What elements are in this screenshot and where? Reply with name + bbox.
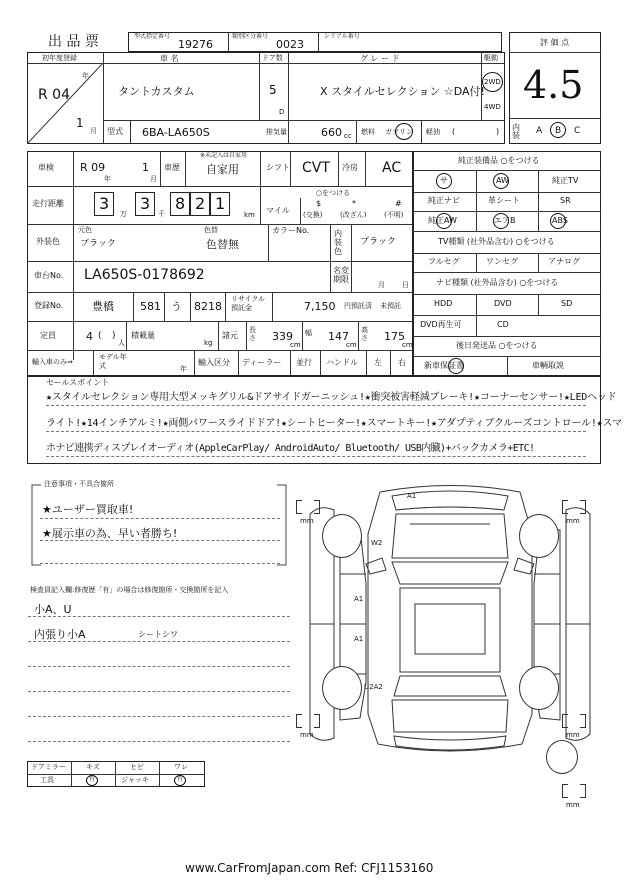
first-registration-month: 1 [76,116,84,130]
sales-point-label: セールスポイント [46,378,110,387]
sales-point-line: ★スタイルセレクション専用大型メッキグリル&ドアサイドガーニッシュ!★衝突被害軽減ブレーキ!★コーナーセンサー!★LEDヘッド [46,392,617,403]
capacity-label: 定員 [40,331,56,340]
tread-bracket [296,714,302,728]
legend-has-mark: 有 [89,776,96,783]
tv-type-header: TV種類 (社外品含む) ○をつける [438,237,555,246]
color-number-label: カラーNo. [272,226,310,235]
capacity-paren-open: ( [98,331,102,341]
legend-jack: ジャッキ [121,776,149,784]
inspector-note: 内張り小A [34,628,86,641]
registration-number: 8218 [194,300,222,313]
tread-bracket [562,714,568,728]
model-code-label: 型式指定番号 [134,33,171,40]
legend-dent: ワレ [174,763,188,771]
legend-crack: ヒビ [130,763,144,771]
score-label: 評 価 点 [540,38,570,47]
car-name: タントカスタム [118,85,195,98]
tread-mm-label: mm [300,731,314,739]
equip-selected-mark [436,173,452,189]
mile-label: マイル [266,206,290,215]
damage-code-front-bumper: A1 [407,492,417,500]
cm-unit: cm [290,341,301,349]
usage-note: ※未記入は自家用 [200,152,248,159]
tv-oneseg: ワンセグ [486,257,518,266]
fuel-selected-mark [395,123,413,140]
equip-std-aw: 純正AW [428,216,457,225]
kg-unit: kg [204,339,213,347]
registration-class: 581 [140,300,161,313]
category-number: 0023 [276,38,304,51]
tread-bracket [580,714,586,728]
unknown-label: (不明) [384,211,404,219]
equip-sunroof: サ [440,176,448,185]
inspector-note: シートシワ [138,630,178,639]
sales-point-line: ホナビ連携ディスプレイオーディオ(AppleCarPlay/ AndroidAuto/ Bluetooth/ USB内臓)+バックカメラ+ETC! [46,443,535,454]
damage-code-windshield: W2 [371,539,383,547]
drive-selected-mark [482,72,503,92]
navi-dvd: DVD [494,299,512,308]
registration-place: 豊橋 [92,300,114,313]
docs-selected-mark [448,358,464,374]
original-color: ブラック [80,239,116,249]
exterior-color-label: 外装色 [36,237,60,246]
model-type: 6BA-LA650S [142,126,210,139]
navi-hdd: HDD [434,299,453,308]
import-type-label: 輸入区分 [198,358,230,367]
navi-dvd-playable: DVD再生可 [420,320,462,329]
shaken-year-unit: 年 [104,175,111,183]
height-label: 高さ [361,326,368,342]
interior-color-label: 内装色 [334,229,342,256]
std-equipment-header: 純正装備品 ○をつける [458,156,540,165]
width-label: 幅 [305,329,312,337]
person-unit: 人 [118,339,125,347]
damage-code-left-rear-quarter: U2A2 [364,683,383,691]
registration-kana: う [171,300,182,313]
fuel-gasoline: ガソリン [385,128,413,136]
new-car-warranty: 新車保証書 [424,361,464,370]
cc-unit: cc [344,132,352,140]
interior-grade-b: B [555,126,562,136]
usage: 自家用 [206,163,239,176]
shaken-label: 車検 [38,163,54,172]
tyre-spare [546,740,578,774]
capacity: 4 [86,330,93,343]
evaluation-score: 4.5 [523,63,584,107]
recycle-label: リサイクル預託金 [231,295,266,312]
mileage-note: ○をつける [316,189,351,197]
equip-selected-mark [436,213,452,229]
tread-bracket [314,500,320,514]
load-label: 積載量 [131,331,155,340]
cm-unit: cm [346,341,357,349]
serial-label: シリアル番号 [324,33,360,40]
tyre-rear-left [322,666,362,710]
damage-code-left-rear-door: A1 [354,635,364,643]
fuel-label: 燃料 [361,128,375,136]
parallel-label: 並行 [296,358,312,367]
recycle-fee: 7,150 [304,300,336,313]
tread-bracket [296,500,302,514]
tyre-front-left [322,514,362,558]
tread-bracket [562,500,568,514]
first-registration-divider [27,63,103,144]
exchange-symbol: $ [316,199,322,208]
month-unit: 月 [90,127,97,135]
shift: CVT [302,160,330,176]
handle-label: ハンドル [326,358,358,367]
tv-fullseg: フルセグ [428,257,460,266]
shift-label: シフト [266,163,290,172]
interior-color: ブラック [360,237,396,247]
category-label: 類別区分番号 [232,33,269,40]
drive-2wd: 2WD [484,78,501,86]
mileage-digit: 1 [215,194,226,213]
legend-has-circle [174,775,186,786]
equip-selected-mark [493,213,509,229]
docs-header: 後日発送品 ○をつける [456,341,538,350]
shaken-month-unit: 月 [150,175,157,183]
chassis-number: LA650S-0178692 [84,267,205,283]
capacity-paren-close: ) [112,331,116,341]
drive-label: 駆動 [484,54,498,62]
shaken-year: R 09 [80,161,106,174]
tyre-front-right [519,514,559,558]
doors-label: ドア数 [262,54,283,62]
recycle-not-deposited: 未預託 [380,302,401,310]
year-unit: 年 [82,72,89,80]
tread-mm-label: mm [566,517,580,525]
equip-abs: ABS [552,216,568,225]
length-label: 長さ [249,326,256,342]
interior-grade-c: C [574,126,581,136]
km-unit: km [244,211,255,219]
equip-selected-mark [550,213,566,229]
day-unit: 日 [402,281,409,289]
tyre-rear-right [519,666,559,710]
notes-label: 注意事項・不具合箇所 [44,480,114,488]
interior-grade-a: A [536,126,543,136]
displacement: 660 [321,126,342,139]
inspector-label: 検査員記入欄:修復歴「有」の場合は修復箇所・交換箇所を記入 [30,586,229,594]
interior-grade-selected-mark [550,122,566,138]
sheet-title: 出 品 票 [48,34,99,50]
legend-tool: 工具 [40,776,54,784]
tread-bracket [314,714,320,728]
registration-label: 登録No. [34,301,64,310]
inspector-note: 小A、U [34,603,72,616]
unknown-symbol: # [395,199,402,208]
equip-leather: 革シート [488,196,520,205]
color-changed: 色替無 [206,238,239,251]
equip-std-tv: 純正TV [552,176,579,185]
right-handle: 右 [398,358,406,367]
tread-mm-label: mm [566,801,580,809]
mileage-digit: 8 [175,194,186,213]
recycle-deposited: 円預託済 [344,302,372,310]
car-name-label: 車 名 [160,54,179,63]
tread-bracket [580,500,586,514]
aircon-label: 冷房 [342,163,358,172]
shaken-month: 1 [142,161,149,174]
type-label: 型式 [107,127,123,136]
tread-mm-label: mm [300,517,314,525]
mileage-digit: 3 [99,194,110,213]
first-registration-year: R 04 [38,87,70,103]
month-unit: 月 [378,281,385,289]
door-suffix: D [279,108,285,116]
mileage-digit: 3 [140,194,151,213]
tread-bracket [562,784,568,798]
equip-aw: AW [496,176,509,185]
drive-4wd: 4WD [484,103,501,111]
aircon: AC [382,160,402,176]
cm-unit: cm [402,341,413,349]
altered-label: (改ざん) [340,211,367,219]
length: 339 [272,330,293,343]
import-only-label: 輸入車のみ⇒ [32,358,73,366]
sales-point-line: ライト!★14インチアルミ!★両側パワースライドドア!★シートヒーター!★スマートキー!★アダプティブクルーズコントロール!★スマ [46,418,622,429]
chassis-label: 車台No. [34,271,64,280]
name-change-label: 名変期限 [333,266,349,284]
fuel-diesel: 軽油 [426,128,440,136]
usage-label: 車歴 [164,163,180,172]
model-year-label: モデル年式 [99,353,127,370]
note-line: ★ユーザー買取車! [42,503,134,516]
dealer-label: ディーラー [242,358,282,367]
navi-type-header: ナビ種類 (社外品含む) ○をつける [436,278,559,287]
first-registration-label: 初年度登録 [42,54,77,62]
legend-has-mark: 有 [177,776,184,783]
interior-grade-label: 内装 [512,123,520,140]
legend-has-circle [86,775,98,786]
mileage-label: 走行距離 [32,199,64,208]
tread-bracket [580,784,586,798]
original-color-label: 元色 [78,226,92,234]
mileage-man-unit: 万 [120,210,127,218]
width: 147 [328,330,349,343]
grade-label: グ レ ー ド [360,54,400,63]
door-count: 5 [269,83,277,97]
altered-symbol: * [352,199,356,208]
mileage-sen-unit: 千 [158,210,165,218]
equip-std-navi: 純正ナビ [428,196,460,205]
equip-sr: SR [560,196,571,205]
tread-mm-label: mm [566,731,580,739]
grade: X スタイルセレクション ☆DA付! [320,85,485,98]
dimensions-label: 諸元 [222,331,238,340]
exchange-label: (交換) [303,211,323,219]
legend-scratch: キズ [86,763,100,771]
equip-selected-mark [493,173,509,189]
damage-code-left-front-door: A1 [354,595,364,603]
model-code: 19276 [178,38,213,51]
fuel-paren-close: ) [496,127,500,136]
tv-analog: アナログ [548,257,580,266]
navi-sd: SD [561,299,573,308]
navi-cd: CD [497,320,509,329]
equip-airbag: エアB [494,216,516,225]
left-handle: 左 [374,358,382,367]
mileage-digit: 2 [195,194,206,213]
footer-reference: www.CarFromJapan.com Ref: CFJ1153160 [185,861,434,875]
height: 175 [384,330,405,343]
model-year-unit: 年 [180,365,187,373]
note-line: ★展示車の為、早い者勝ち! [42,527,178,540]
legend-mirror: ドアミラー [31,763,66,771]
color-change-label: 色替 [204,226,218,234]
displacement-label: 排気量 [266,128,287,136]
fuel-paren-open: ( [452,127,456,136]
owners-manual: 車輌取説 [532,361,564,370]
